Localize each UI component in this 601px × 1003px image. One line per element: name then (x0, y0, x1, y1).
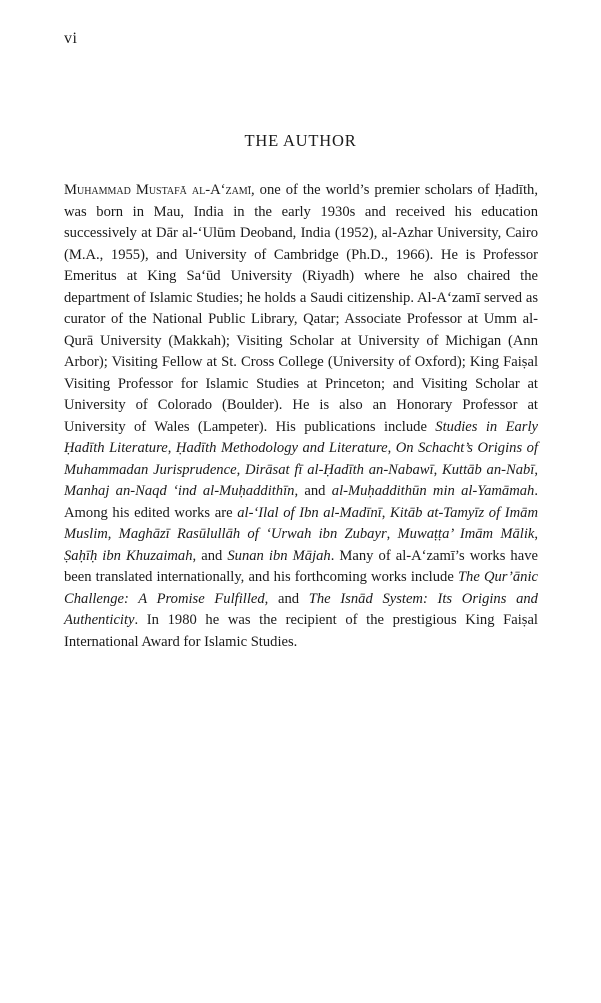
bio-text: . Many of al-A‘zamī’s works have been translated internationally, and his forthcoming works include (64, 547, 538, 585)
bio-text: , one of the world’s premier scholars of Ḥadīth, was born in Mau, India in the early 1930s and received his education successively at Dār al-‘Ulūm Deoband, India (1952), al-Azhar University, Cairo (M.A., 1955), and University of Cambridge (Ph.D., 1966). He is Professor Emeritus at King Sa‘ūd University (Riyadh) where he also chaired the department of Islamic Studies; he holds a Saudi citizenship. Al-A‘zamī served as curator of the National Public Library, Qatar; Associate Professor at Umm al-Qurā University (Makkah); Visiting Scholar at University of Michigan (Ann Arbor); Visiting Fellow at St. Cross College (University of Oxford); King Faiṣal Visiting Professor for Islamic Studies at Princeton; and Visiting Scholar at University of Colorado (Boulder). He is also an Honorary Professor at University of Wales (Lampeter). His publications include (64, 182, 538, 435)
bio-text: , (381, 504, 390, 521)
bio-text: , and (192, 547, 228, 564)
bio-text: , (534, 526, 539, 542)
work-title: Kuttāb an-Nabī (442, 461, 535, 478)
page-title: THE AUTHOR (244, 131, 357, 150)
forthcoming-work-title: The Qur’ānic Challenge: A Promise Fulfilled (64, 569, 538, 607)
work-title: Studies in Early Ḥadīth Literature (64, 418, 538, 456)
bio-text: , and (264, 590, 309, 607)
bio-text: , (107, 526, 119, 542)
work-title: On Schacht’s Origins of Muhammadan Jurisprudence (64, 440, 538, 478)
forthcoming-work-title: The Isnād System: Its Origins and Authenticity (64, 590, 538, 628)
bio-text: , (433, 461, 443, 478)
bio-text: , (236, 461, 245, 478)
work-title: Ḥadīth Methodology and Literature (175, 440, 388, 456)
bio-text: , (386, 526, 398, 542)
bio-text: , (534, 461, 539, 478)
edited-work-title: al-‘Ilal of Ibn al-Madīnī (237, 504, 382, 521)
author-name: Muhammad Mustafā al-A‘zamī (64, 182, 252, 198)
edited-work-title: Kitāb at-Tamyīz of Imām Muslim (64, 504, 539, 542)
work-title: Dirāsat fī al-Ḥadīth an-Nabawī (244, 461, 434, 478)
bio-text: , (167, 440, 176, 456)
edited-work-title: Sunan ibn Mājah (227, 547, 331, 564)
author-biography (64, 180, 538, 653)
work-title: al-Muḥaddithūn min al-Yamāmah (331, 483, 535, 499)
bio-text: , (387, 440, 396, 456)
edited-work-title: Ṣaḥīḥ ibn Khuzaimah (64, 547, 193, 564)
work-title: Manhaj an-Naqd ‘ind al-Muḥaddithīn (64, 483, 295, 499)
bio-text: . In 1980 he was the recipient of the prestigious King Faiṣal International Award for Islamic Studies. (64, 612, 538, 650)
bio-text: , and (294, 483, 332, 499)
edited-work-title: Maghāzī Rasūlullāh of ‘Urwah ibn Zubayr (118, 526, 387, 542)
bio-text: . Among his edited works are (64, 483, 538, 521)
edited-work-title: Muwaṭṭa’ Imām Mālik (397, 526, 535, 542)
page-number: vi (64, 30, 78, 47)
